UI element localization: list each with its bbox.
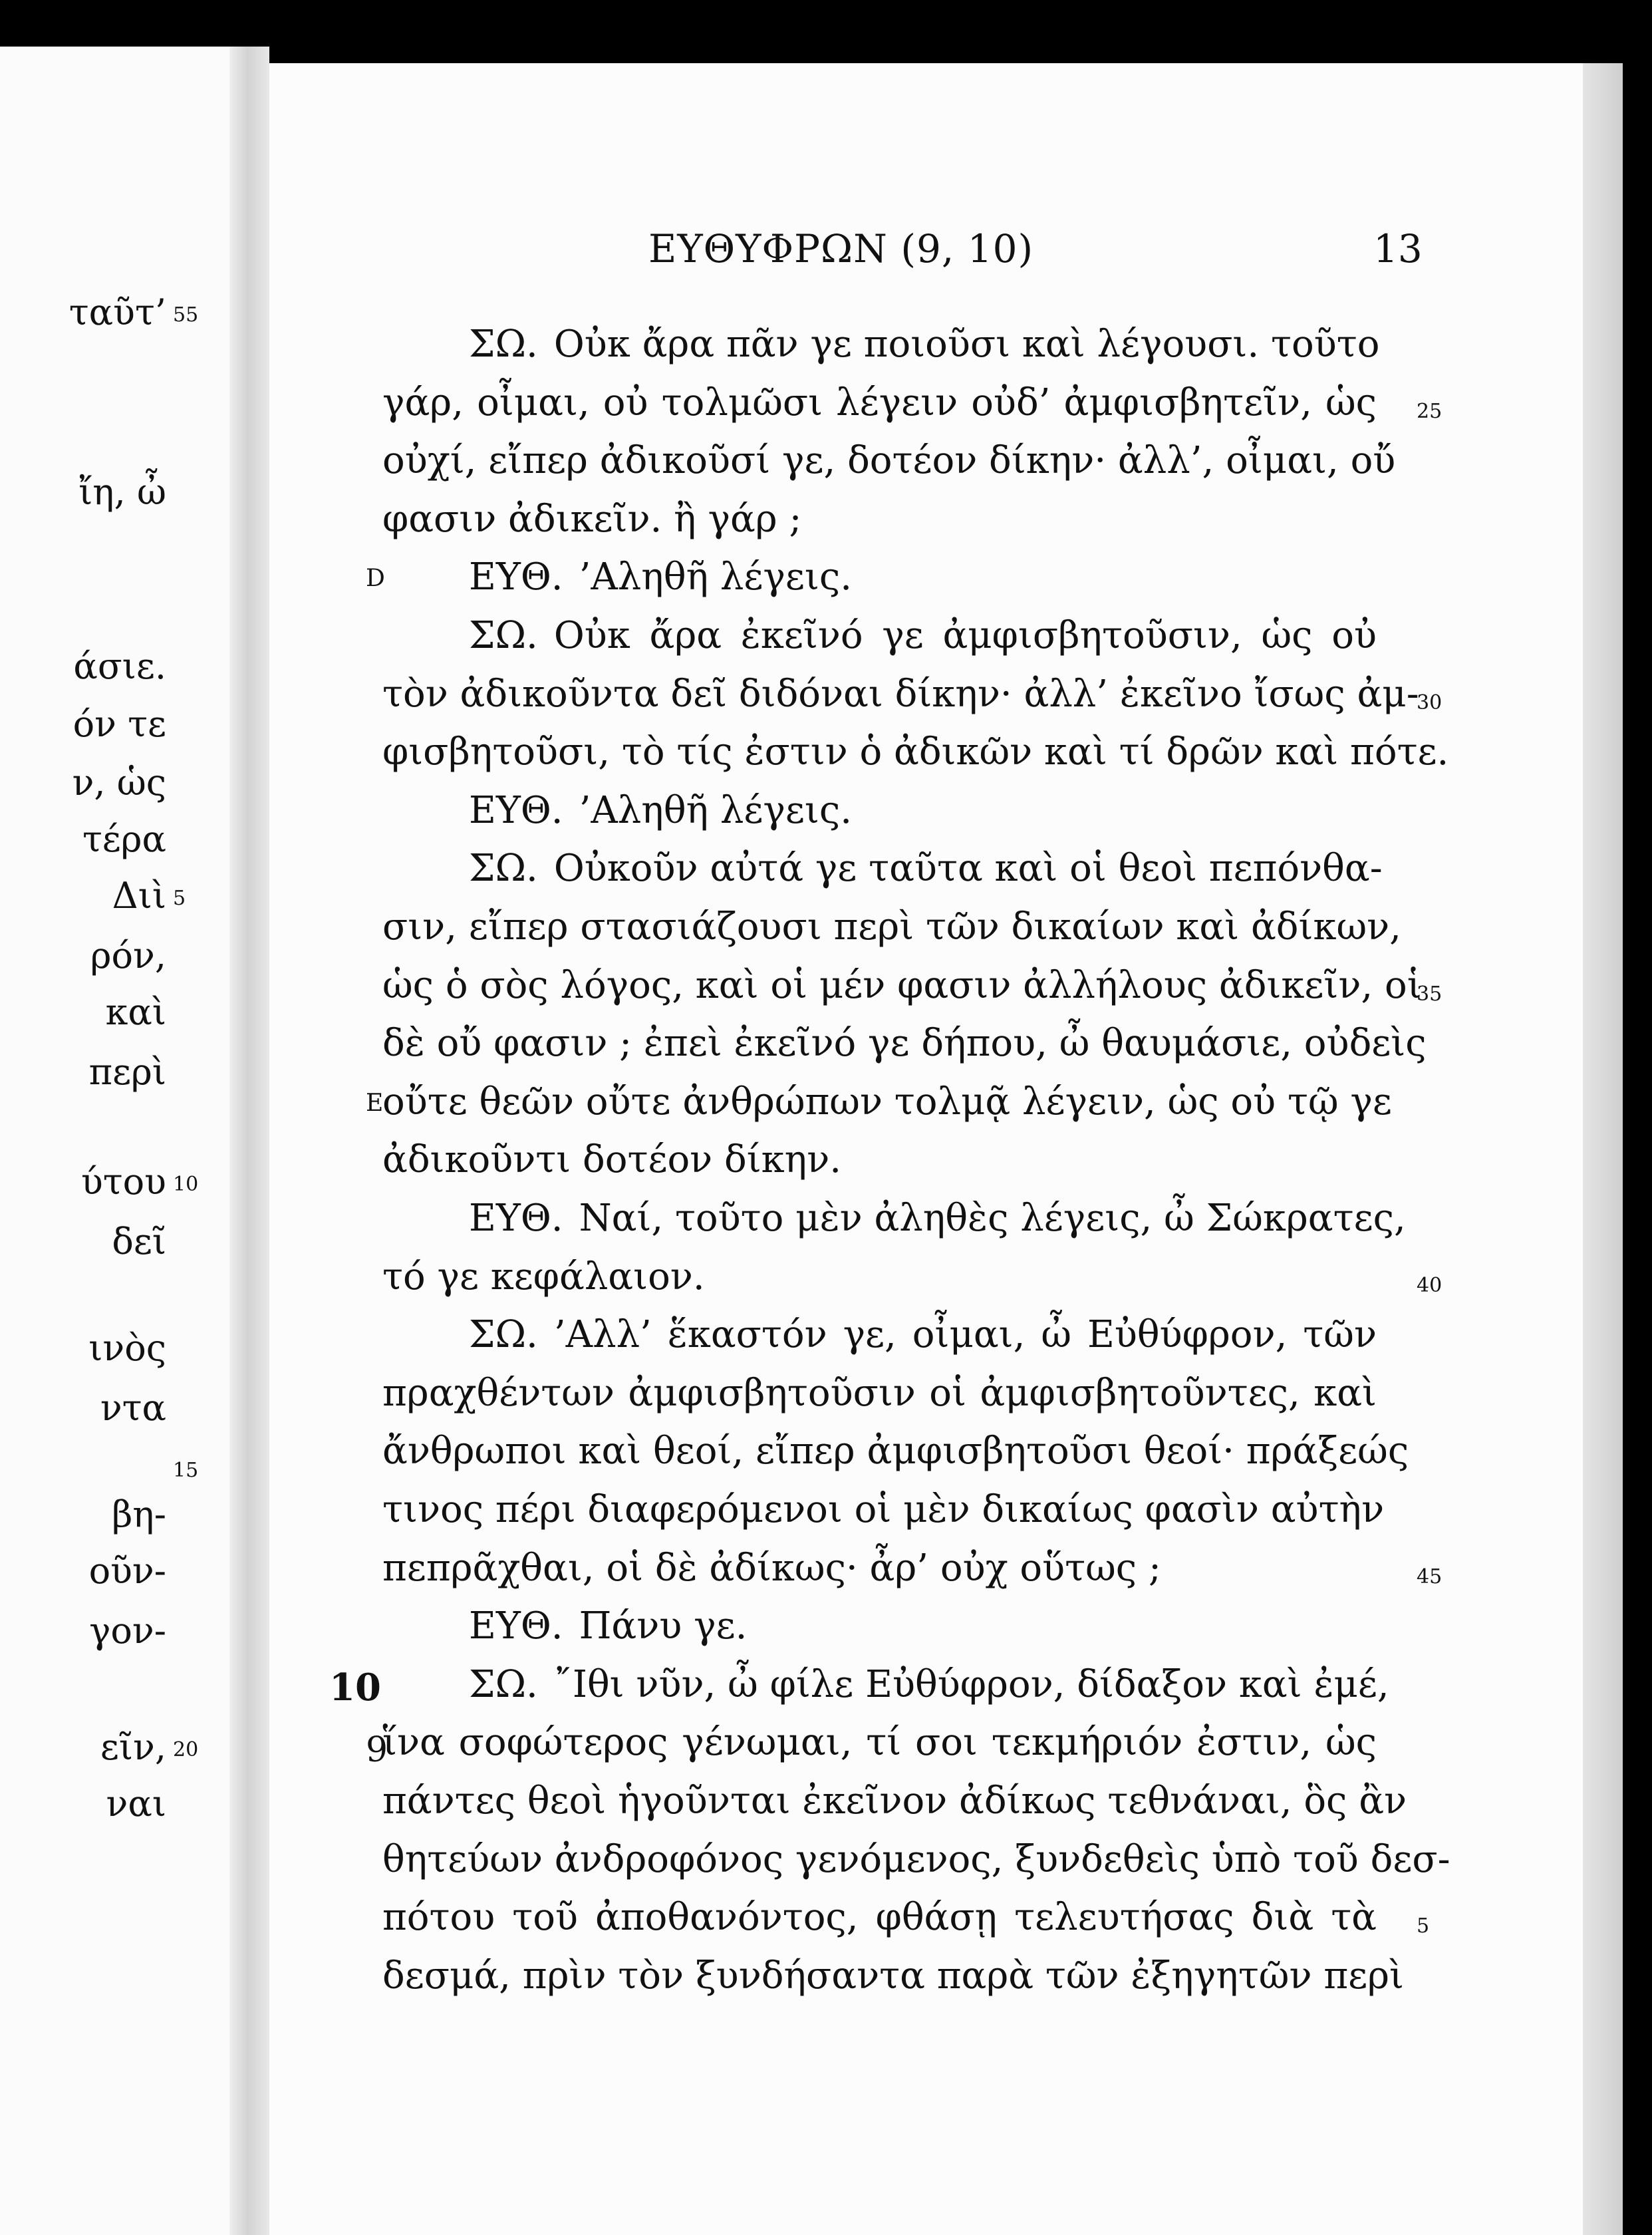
running-title: ΕΥΘΥΦΡΩΝ (9, 10) <box>648 226 1034 271</box>
left-page-fragment <box>0 1493 229 1547</box>
page-header <box>269 226 1583 279</box>
text-line <box>382 1779 1407 1837</box>
line-text: οὔτε θεῶν οὔτε ἀνθρώπων τολμᾷ λέγειν, ὡς οὐ τῷ γε <box>382 1080 1392 1123</box>
left-page-fragment <box>0 762 229 815</box>
speaker-label: ΣΩ. <box>469 1313 538 1357</box>
page-number: 13 <box>1373 226 1423 271</box>
text-line <box>469 614 1377 671</box>
left-page-fragment <box>0 991 229 1044</box>
left-fragment-text: ρόν, <box>90 935 166 976</box>
line-text: πάντες θεοὶ ἡγοῦνται ἐκεῖνον ἀδίκως τεθνάναι, ὃς ἂν <box>382 1779 1407 1823</box>
left-fragment-text: δεῖ <box>112 1221 166 1263</box>
book-gutter <box>229 47 269 2235</box>
margin-reference: E <box>366 1089 384 1117</box>
left-page-fragment <box>0 703 229 756</box>
text-line <box>382 439 1396 496</box>
left-page-fragment <box>0 1327 229 1380</box>
line-text: οὐχί, εἴπερ ἀδικοῦσί γε, δοτέον δίκην· ἀλλ’, οἶμαι, οὔ <box>382 439 1396 483</box>
left-page-fragment <box>0 1161 229 1214</box>
left-fragment-text: ἴη, ὦ <box>78 471 166 513</box>
line-text: Οὐκ ἄρα ἐκεῖνό γε ἀμφισβητοῦσιν, ὡς οὐ <box>553 614 1377 657</box>
line-text: σιν, εἴπερ στασιάζουσι περὶ τῶν δικαίων καὶ ἀδίκων, <box>382 905 1401 949</box>
line-text: πεπρᾶχθαι, οἱ δὲ ἀδίκως· ἆρ’ οὐχ οὕτως ; <box>382 1546 1161 1590</box>
speaker-label: ΣΩ. <box>469 323 538 366</box>
text-line <box>382 730 1449 788</box>
left-page-fragment <box>0 1783 229 1836</box>
speaker-label: ΕΥΘ. <box>469 1604 563 1648</box>
line-text: ’Αληθῆ λέγεις. <box>579 788 853 832</box>
left-page-fragment <box>0 818 229 871</box>
text-line <box>382 1721 1377 1778</box>
margin-reference: D <box>366 565 385 593</box>
line-text: τινος πέρι διαφερόμενοι οἱ μὲν δικαίως φασὶν αὐτὴν <box>382 1488 1385 1531</box>
page-edge <box>1583 63 1623 2235</box>
line-text: ’Αληθῆ λέγεις. <box>579 555 853 599</box>
text-line <box>469 1604 1377 1662</box>
text-line <box>469 847 1383 904</box>
line-text: ὡς ὁ σὸς λόγος, καὶ οἱ μέν φασιν ἀλλήλους ἀδικεῖν, οἱ <box>382 963 1422 1007</box>
line-text: δεσμά, πρὶν τὸν ξυνδήσαντα παρὰ τῶν ἐξηγητῶν περὶ <box>382 1954 1405 1998</box>
left-fragment-text: γον- <box>89 1610 166 1652</box>
left-fragment-text: βη- <box>112 1493 166 1535</box>
text-line <box>382 1080 1392 1137</box>
line-text: δὲ οὔ φασιν ; ἐπεὶ ἐκεῖνό γε δήπου, ὦ θαυμάσιε, οὐδεὶς <box>382 1022 1427 1066</box>
text-line <box>382 1547 1377 1604</box>
text-line <box>469 789 1377 846</box>
line-text: Πάνυ γε. <box>579 1604 748 1648</box>
left-line-number: 55 <box>173 303 199 327</box>
line-text: πότου τοῦ ἀποθανόντος, φθάσῃ τελευτήσας διὰ τὰ <box>382 1896 1377 1940</box>
speaker-label: ΕΥΘ. <box>469 1197 563 1240</box>
text-line <box>469 1662 1389 1720</box>
left-fragment-text: ντα <box>100 1387 166 1429</box>
line-number: 45 <box>1417 1564 1443 1588</box>
left-fragment-text: ταῦτ’ <box>69 291 166 333</box>
left-fragment-text: ναι <box>106 1783 166 1825</box>
line-number: 5 <box>1417 1914 1430 1938</box>
line-text: τό γε κεφάλαιον. <box>382 1255 705 1298</box>
line-text: θητεύων ἀνδροφόνος γενόμενος, ξυνδεθεὶς ὑπὸ τοῦ δεσ- <box>382 1837 1450 1881</box>
text-line <box>469 323 1380 380</box>
line-text: τὸν ἀδικοῦντα δεῖ διδόναι δίκην· ἀλλ’ ἐκεῖνο ἴσως ἀμ- <box>382 672 1419 716</box>
left-fragment-text: τέρα <box>82 818 166 860</box>
line-text: ἀδικοῦντι δοτέον δίκην. <box>382 1138 842 1182</box>
text-line <box>382 1954 1405 2012</box>
line-number: 25 <box>1417 399 1443 423</box>
left-fragment-text: περὶ <box>88 1051 166 1093</box>
left-fragment-text: οῦν- <box>88 1550 166 1592</box>
line-text: φισβητοῦσι, τὸ τίς ἐστιν ὁ ἀδικῶν καὶ τί δρῶν καὶ πότε. <box>382 730 1449 774</box>
text-line <box>469 1313 1377 1370</box>
left-line-number: 10 <box>173 1173 199 1196</box>
line-text: Οὐκοῦν αὐτά γε ταῦτα καὶ οἱ θεοὶ πεπόνθα- <box>553 847 1383 891</box>
speaker-label: ΕΥΘ. <box>469 788 563 832</box>
left-fragment-text: ύτου <box>80 1161 166 1203</box>
left-page-fragment <box>0 1051 229 1104</box>
left-line-number: 5 <box>173 887 186 910</box>
margin-reference: 10 <box>329 1665 381 1710</box>
text-line <box>382 381 1377 438</box>
line-text: ἄνθρωποι καὶ θεοί, εἴπερ ἀμφισβητοῦσι θεοί· πράξεώς <box>382 1429 1409 1473</box>
speaker-label: ΣΩ. <box>469 614 538 657</box>
left-fragment-text: καὶ <box>105 991 166 1033</box>
text-line <box>382 1429 1409 1487</box>
left-fragment-text: Διὶ <box>112 875 166 917</box>
text-line <box>382 1022 1427 1079</box>
left-page-fragment <box>0 645 229 698</box>
left-page-fragment <box>0 1447 229 1500</box>
left-fragment-text: ινὸς <box>88 1327 166 1369</box>
line-number: 40 <box>1417 1273 1443 1297</box>
speaker-label: ΕΥΘ. <box>469 555 563 599</box>
left-page-fragment <box>0 1387 229 1440</box>
text-line <box>469 555 1377 613</box>
left-page-fragment <box>0 935 229 988</box>
line-number: 35 <box>1417 982 1443 1006</box>
right-page <box>269 63 1583 2235</box>
speaker-label: ΣΩ. <box>469 847 538 891</box>
text-line <box>382 1372 1377 1429</box>
left-page-fragment <box>0 875 229 928</box>
line-text: ἵνα σοφώτερος γένωμαι, τί σοι τεκμήριόν ἐστιν, ὡς <box>382 1721 1377 1765</box>
left-page-fragment <box>0 1221 229 1274</box>
text-line <box>469 1197 1406 1254</box>
line-text: πραχθέντων ἀμφισβητοῦσιν οἱ ἀμφισβητοῦντες, καὶ <box>382 1371 1377 1415</box>
line-text: Οὐκ ἄρα πᾶν γε ποιοῦσι καὶ λέγουσι. τοῦτο <box>553 323 1380 366</box>
line-text: ’Αλλ’ ἕκαστόν γε, οἶμαι, ὦ Εὐθύφρον, τῶν <box>553 1313 1377 1357</box>
left-fragment-text: άσιε. <box>73 645 166 687</box>
left-line-number: 15 <box>173 1459 199 1482</box>
text-line <box>382 498 1377 555</box>
left-page-fragment <box>0 1726 229 1779</box>
line-text: ῎Ιθι νῦν, ὦ φίλε Εὐθύφρον, δίδαξον καὶ ἐμέ, <box>553 1662 1389 1706</box>
left-page-fragment <box>0 1550 229 1603</box>
text-line <box>382 1488 1385 1545</box>
text-line <box>382 963 1422 1021</box>
line-text: φασιν ἀδικεῖν. ἢ γάρ ; <box>382 497 802 541</box>
text-line <box>382 1255 1377 1312</box>
left-page <box>0 47 229 2235</box>
left-fragment-text: εῖν, <box>100 1726 166 1768</box>
left-page-fragment <box>0 291 229 345</box>
text-line <box>382 672 1419 730</box>
left-page-fragment <box>0 1610 229 1663</box>
line-text: γάρ, οἶμαι, οὐ τολμῶσι λέγειν οὐδ’ ἀμφισβητεῖν, ὡς <box>382 380 1377 424</box>
line-number: 30 <box>1417 690 1443 714</box>
speaker-label: ΣΩ. <box>469 1662 538 1706</box>
left-fragment-text: ν, ὡς <box>72 762 166 804</box>
text-line <box>382 1837 1450 1895</box>
text-line <box>382 1896 1377 1953</box>
left-page-fragment <box>0 471 229 524</box>
text-line <box>382 905 1401 963</box>
margin-reference: 9 <box>366 1730 388 1771</box>
left-fragment-text: όν τε <box>72 703 166 745</box>
line-text: Ναί, τοῦτο μὲν ἀληθὲς λέγεις, ὦ Σώκρατες, <box>579 1197 1406 1240</box>
left-line-number: 20 <box>173 1738 199 1761</box>
text-line <box>382 1138 1377 1195</box>
